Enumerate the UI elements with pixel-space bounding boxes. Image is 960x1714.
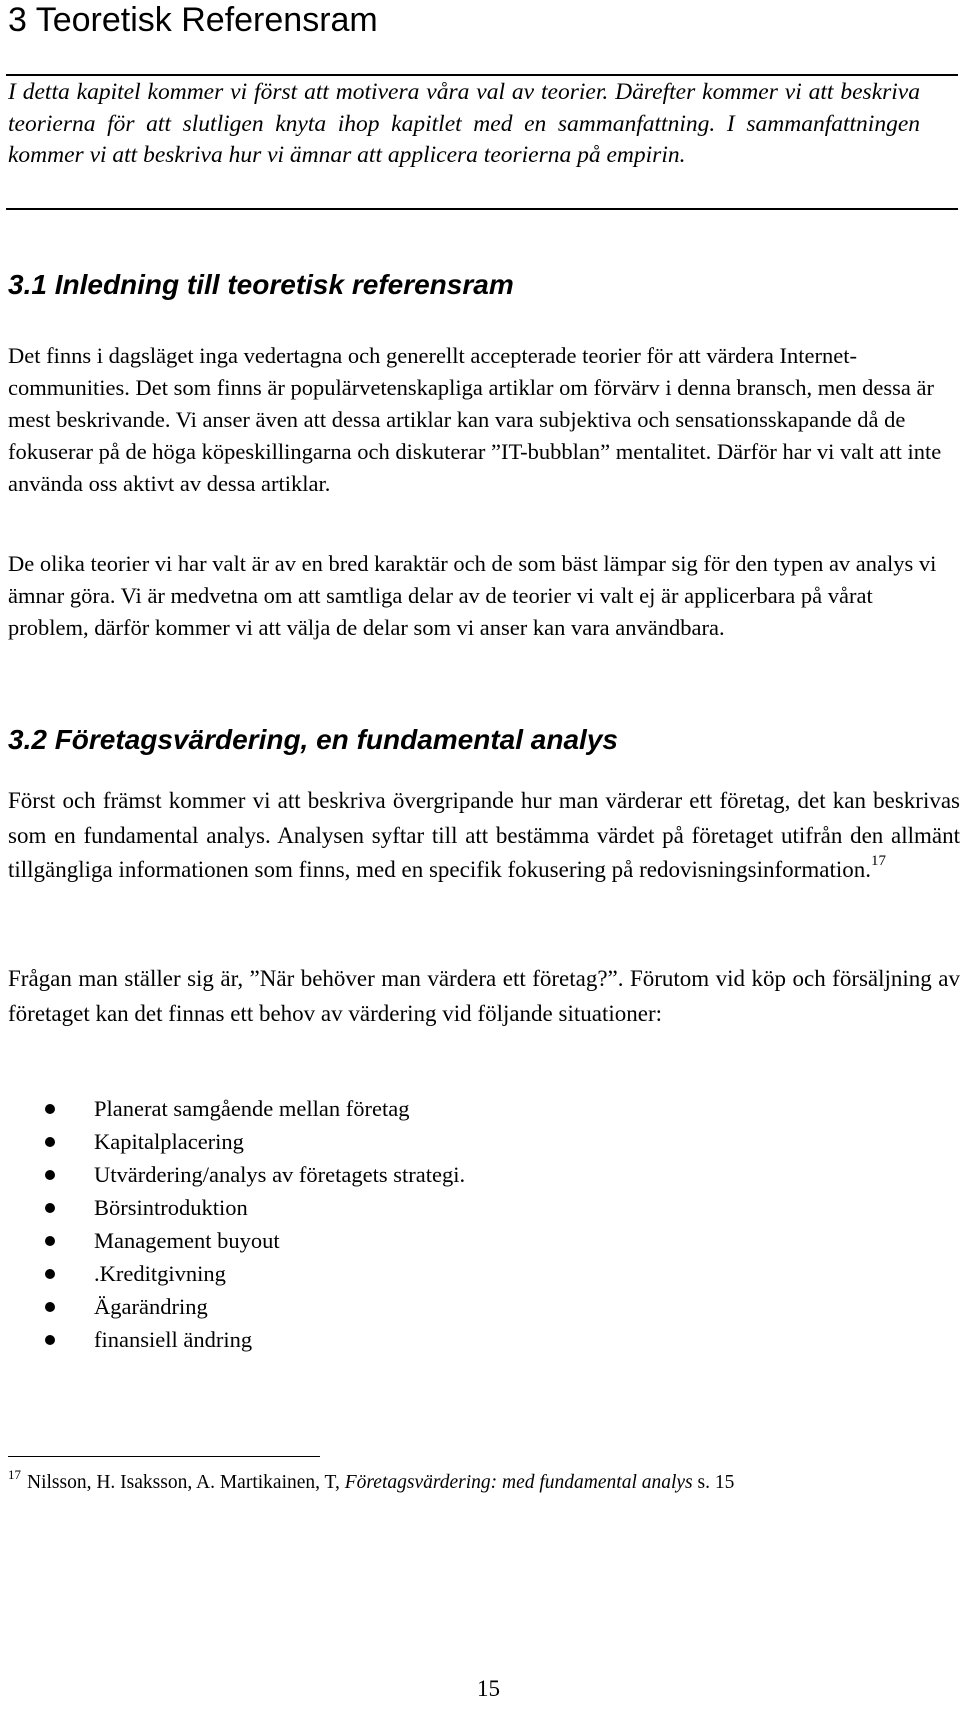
list-item-text: Kapitalplacering	[94, 1129, 244, 1154]
bullet-icon	[45, 1269, 55, 1279]
bullet-icon	[45, 1335, 55, 1345]
footnote-separator	[8, 1456, 320, 1457]
page-number-text: 15	[477, 1676, 500, 1701]
footnote-page: s. 15	[692, 1472, 735, 1493]
list-item	[8, 1092, 465, 1125]
bullet-icon	[45, 1170, 55, 1180]
footnote-number: 17	[8, 1467, 21, 1482]
paragraph-3-2-first	[8, 784, 960, 888]
list-item-text: Ägarändring	[94, 1294, 208, 1319]
intro-bottom-rule	[6, 208, 958, 210]
footnote-authors: Nilsson, H. Isaksson, A. Martikainen, T,	[27, 1472, 345, 1493]
intro-top-rule	[6, 74, 958, 76]
chapter-title: 3 Teoretisk Referensram	[8, 1, 378, 39]
list-item-text: Utvärdering/analys av företagets strategi.	[94, 1162, 466, 1187]
list-item-text: Management buyout	[94, 1228, 280, 1253]
chapter-intro: I detta kapitel kommer vi först att motivera våra val av teorier. Därefter kommer vi att beskriva teorierna för att slutligen knyta ihop kapitlet med en sammanfattning. I sammanfattningen kommer vi att beskriva hur vi ämnar att applicera teorierna på empirin.	[8, 79, 920, 168]
paragraph-3-2-second: Frågan man ställer sig är, ”När behöver man värdera ett företag?”. Förutom vid köp och försäljning av företaget kan det finnas ett behov av värdering vid följande situationer:	[8, 966, 960, 1026]
list-item	[8, 1158, 465, 1191]
paragraph-3-1-second: De olika teorier vi har valt är av en bred karaktär och de som bäst lämpar sig för den typen av analys vi ämnar göra. Vi är medvetna om att samtliga delar av de teorier vi valt ej är applicerbara på vårat problem, därför kommer vi att välja de delar som vi anser kan vara användbara.	[8, 551, 937, 640]
list-item	[8, 1191, 465, 1224]
bullet-icon	[45, 1137, 55, 1147]
list-item	[8, 1125, 465, 1158]
bullet-icon	[45, 1104, 55, 1114]
bullet-icon	[45, 1203, 55, 1213]
list-item	[8, 1257, 465, 1290]
list-item-text: Planerat samgående mellan företag	[94, 1096, 410, 1121]
footnote-reference[interactable]: 17	[870, 853, 886, 869]
list-item	[8, 1224, 465, 1257]
section-heading-3-2: 3.2 Företagsvärdering, en fundamental analys	[8, 724, 618, 755]
list-item-text: finansiell ändring	[94, 1327, 253, 1352]
page-number	[0, 1674, 960, 1704]
list-item-text: .Kreditgivning	[94, 1261, 226, 1286]
list-item	[8, 1290, 465, 1323]
list-item	[8, 1323, 465, 1356]
list-item-text: Börsintroduktion	[94, 1195, 248, 1220]
footnote-title: Företagsvärdering: med fundamental analys	[344, 1472, 693, 1493]
section-heading-3-1: 3.1 Inledning till teoretisk referensram	[8, 269, 514, 300]
paragraph-3-2-first-text: Först och främst kommer vi att beskriva övergripande hur man värderar ett företag, det kan beskrivas som en fundamental analys. Analysen syftar till att bestämma värdet på företaget utifrån den allmänt tillgängliga informationen som finns, med en specifik fokusering på redovisningsinformation.	[8, 788, 960, 882]
footnote	[8, 1467, 735, 1496]
bullet-icon	[45, 1302, 55, 1312]
paragraph-3-1-first: Det finns i dagsläget inga vedertagna och generellt accepterade teorier för att värdera Internet-communities. Det som finns är populärvetenskapliga artiklar om förvärv i denna bransch, men dessa är mest beskrivande. Vi anser även att dessa artiklar kan vara subjektiva och sensationsskapande då de fokuserar på de höga köpeskillingarna och diskuterar ”IT-bubblan” mentalitet. Därför har vi valt att inte använda oss aktivt av dessa artiklar.	[8, 343, 942, 496]
bullet-icon	[45, 1236, 55, 1246]
situations-list	[8, 1092, 465, 1356]
